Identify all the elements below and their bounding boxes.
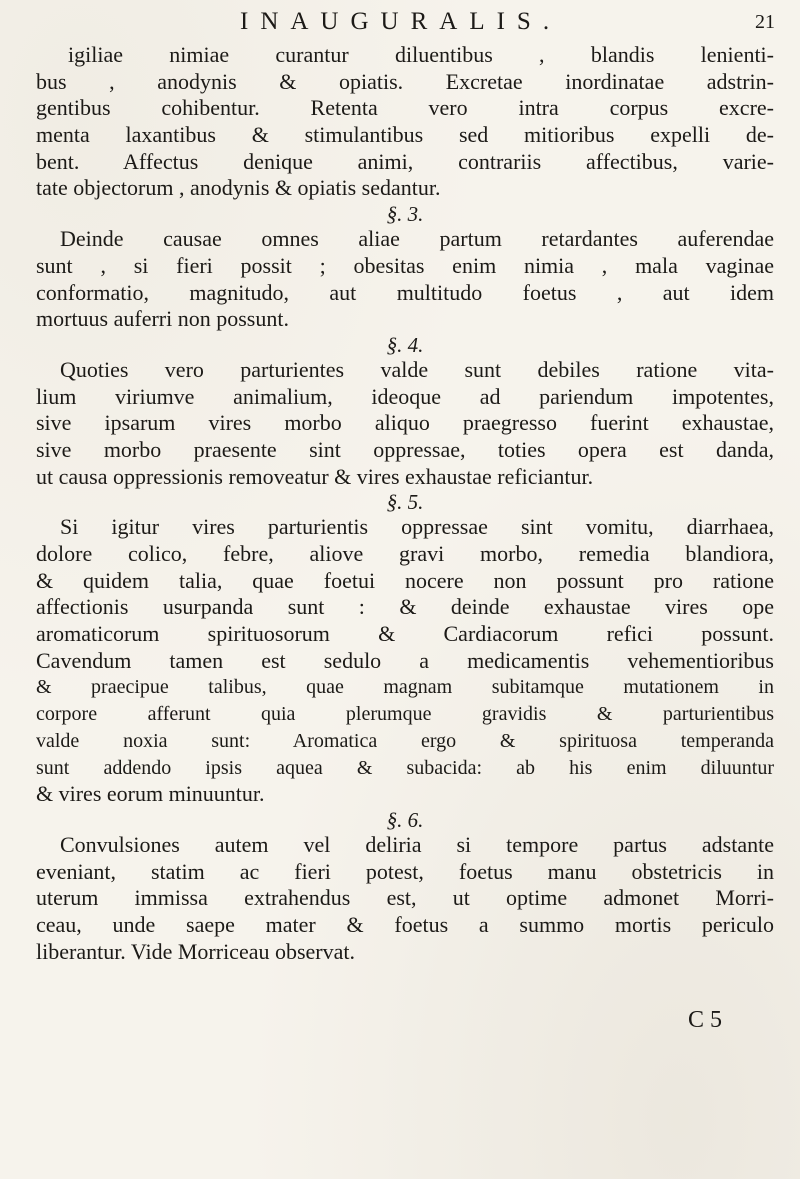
text-line: affectionis usurpanda sunt : & deinde exhaustae vires ope	[36, 594, 774, 620]
text-line: & quidem talia, quae foetui nocere non possunt pro ratione	[36, 567, 774, 593]
text-line: ceau, unde saepe mater & foetus a summo mortis periculo	[36, 911, 774, 937]
text-line: bus , anodynis & opiatis. Excretae inordinatae adstrin-	[36, 68, 774, 94]
page-header	[0, 8, 800, 38]
running-title: INAUGURALIS.	[240, 8, 562, 35]
text-line: Cavendum tamen est sedulo a medicamentis vehementioribus	[36, 647, 774, 673]
body-text	[36, 42, 774, 965]
text-line: ut causa oppressionis removeatur & vires exhaustae reficiantur.	[36, 463, 594, 489]
text-line: bent. Affectus denique animi, contrariis affectibus, varie-	[36, 148, 774, 174]
section-heading: §. 4.	[386, 332, 424, 357]
text-line: eveniant, statim ac fieri potest, foetus manu obstetricis in	[36, 858, 774, 884]
text-line: Deinde causae omnes aliae partum retardantes auferendae	[60, 226, 774, 252]
text-line: uterum immissa extrahendus est, ut optime admonet Morri-	[36, 885, 774, 911]
text-line: sive ipsarum vires morbo aliquo praegresso fuerint exhaustae,	[36, 410, 774, 436]
text-line: Quoties vero parturientes valde sunt debiles ratione vita-	[60, 356, 774, 382]
text-line: conformatio, magnitudo, aut multitudo foetus , aut idem	[36, 279, 774, 305]
text-line: Si igitur vires parturientis oppressae sint vomitu, diarrhaea,	[60, 514, 774, 540]
text-line: igiliae nimiae curantur diluentibus , blandis lenienti-	[68, 42, 774, 67]
section-heading: §. 3.	[386, 202, 424, 227]
section-heading: §. 5.	[386, 490, 424, 515]
text-line: lium viriumve animalium, ideoque ad pariendum impotentes,	[36, 383, 774, 409]
text-line: & praecipue talibus, quae magnam subitamque mutationem in	[36, 676, 774, 699]
text-line: & vires eorum minuuntur.	[36, 781, 265, 807]
text-line: gentibus cohibentur. Retenta vero intra corpus excre-	[36, 95, 774, 121]
text-line: tate objectorum , anodynis & opiatis sedantur.	[36, 175, 441, 201]
text-line: sunt addendo ipsis aquea & subacida: ab his enim diluuntur	[36, 756, 774, 779]
text-line: liberantur. Vide Morriceau observat.	[36, 938, 355, 964]
text-line: sive morbo praesente sint oppressae, toties opera est danda,	[36, 436, 774, 462]
page-number: 21	[755, 11, 775, 33]
signature-mark: C 5	[688, 1007, 723, 1033]
text-line: corpore afferunt quia plerumque gravidis & parturientibus	[36, 703, 774, 726]
text-line: sunt , si fieri possit ; obesitas enim nimia , mala vaginae	[36, 252, 774, 278]
section-heading: §. 6.	[386, 807, 424, 832]
text-line: dolore colico, febre, aliove gravi morbo, remedia blandiora,	[36, 541, 774, 566]
text-line: aromaticorum spirituosorum & Cardiacorum refici possunt.	[36, 621, 774, 647]
text-line: mortuus auferri non possunt.	[36, 306, 289, 332]
text-line: menta laxantibus & stimulantibus sed mitioribus expelli de-	[36, 122, 774, 148]
text-line: valde noxia sunt: Aromatica ergo & spirituosa temperanda	[36, 729, 774, 752]
text-line: Convulsiones autem vel deliria si tempore partus adstante	[60, 831, 774, 857]
